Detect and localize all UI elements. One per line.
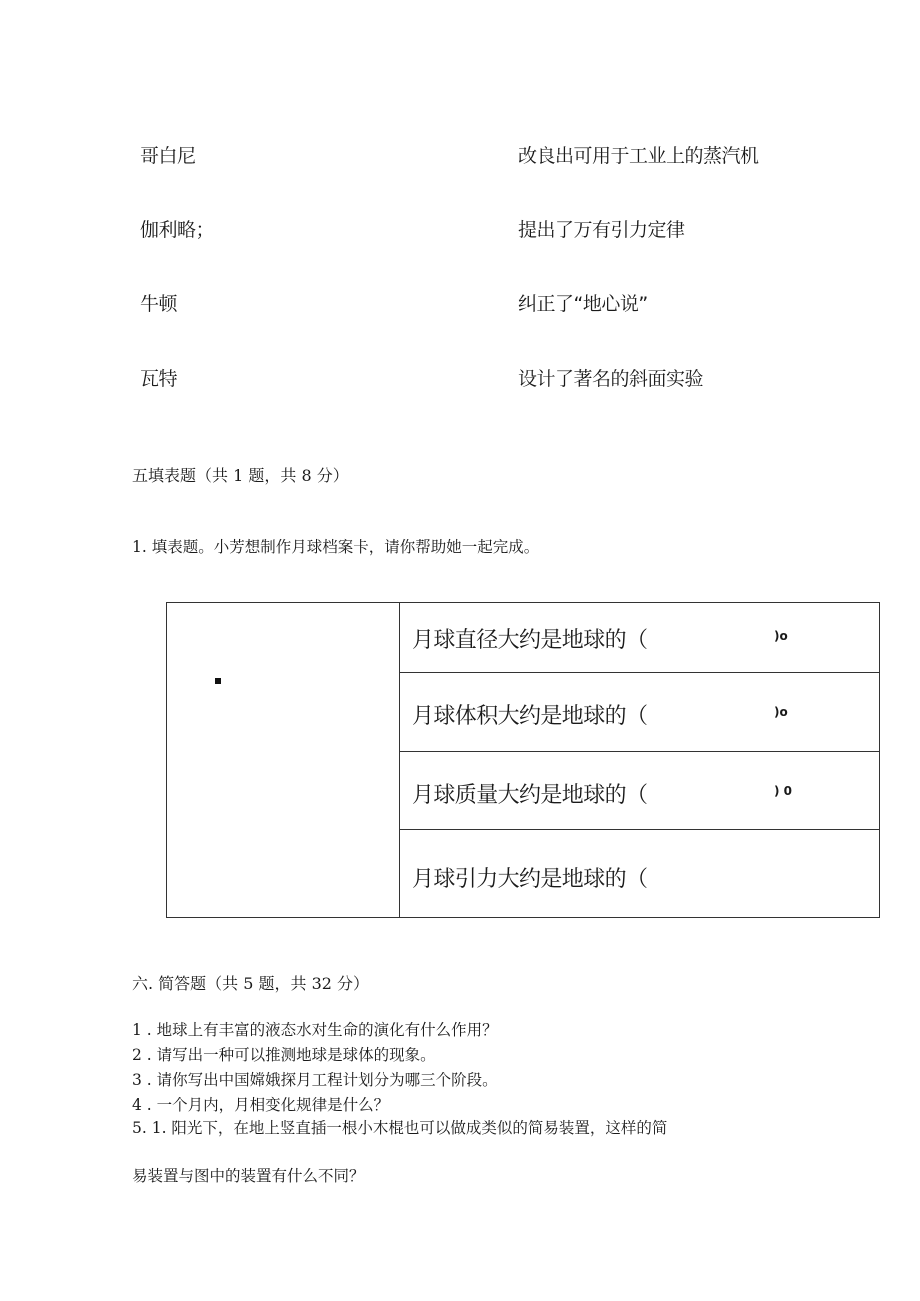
table-row xyxy=(400,830,879,917)
question-3: 3 . 请你写出中国嫦娥探月工程计划分为哪三个阶段。 xyxy=(132,1071,498,1089)
match-right-4: 设计了著名的斜面实验 xyxy=(518,368,704,390)
table-row xyxy=(400,603,879,673)
match-right-1: 改良出可用于工业上的蒸汽机 xyxy=(518,145,759,167)
question-4: 4 . 一个月内，月相变化规律是什么？ xyxy=(132,1096,390,1114)
question-2: 2 . 请写出一种可以推测地球是球体的现象。 xyxy=(132,1046,436,1064)
table-row xyxy=(400,752,879,830)
section5-question: 1. 填表题。小芳想制作月球档案卡，请你帮助她一起完成。 xyxy=(132,538,540,556)
moon-image-cell xyxy=(167,603,400,917)
table-row xyxy=(400,673,879,752)
row-tail-diameter: )o xyxy=(774,629,788,643)
match-left-4: 瓦特 xyxy=(140,368,178,390)
match-left-1: 哥白尼 xyxy=(140,145,196,167)
row-tail-volume: )o xyxy=(774,705,788,719)
match-left-2: 伽利略； xyxy=(140,219,215,241)
row-text-gravity: 月球引力大约是地球的（ xyxy=(412,867,648,892)
match-right-2: 提出了万有引力定律 xyxy=(518,219,685,241)
question-5: 5. 1. 阳光下，在地上竖直插一根小木棍也可以做成类似的简易装置，这样的简 xyxy=(132,1119,668,1137)
row-tail-mass: ) 0 xyxy=(774,784,793,798)
question-1: 1 . 地球上有丰富的液态水对生命的演化有什么作用？ xyxy=(132,1021,498,1039)
row-text-diameter: 月球直径大约是地球的（ xyxy=(412,628,648,653)
question-5-continuation: 易装置与图中的装置有什么不同？ xyxy=(132,1167,365,1185)
row-text-volume: 月球体积大约是地球的（ xyxy=(412,704,648,729)
image-placeholder-dot xyxy=(215,678,221,684)
row-text-mass: 月球质量大约是地球的（ xyxy=(412,783,648,808)
moon-profile-table xyxy=(166,602,880,918)
section5-heading: 五填表题（共 1 题，共 8 分） xyxy=(132,466,349,485)
section6-heading: 六. 简答题（共 5 题，共 32 分） xyxy=(132,974,370,993)
match-left-3: 牛顿 xyxy=(140,293,178,315)
match-right-3: 纠正了“地心说” xyxy=(518,293,648,315)
